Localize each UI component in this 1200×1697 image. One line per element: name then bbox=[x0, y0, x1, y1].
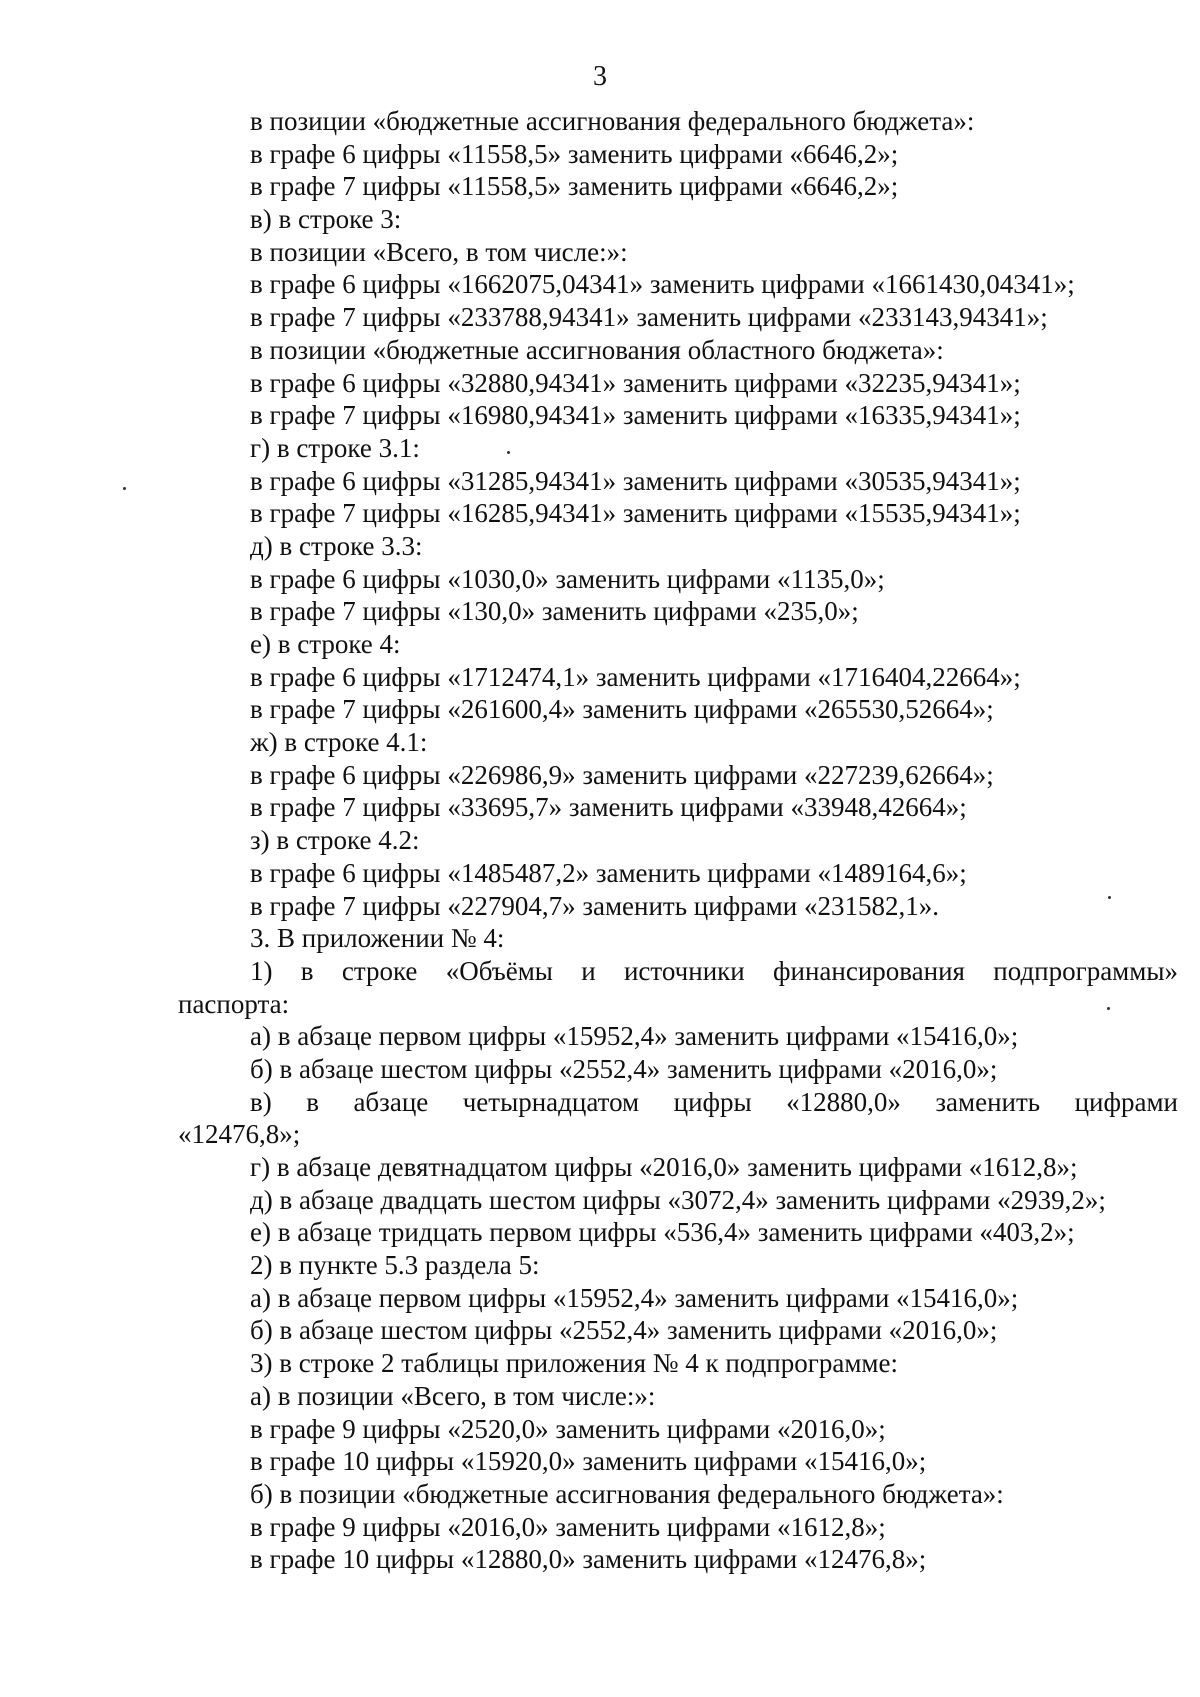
text-line: в графе 6 цифры «1712474,1» заменить цифрами «1716404,22664»; bbox=[250, 661, 1021, 692]
text-line: в позиции «бюджетные ассигнования областного бюджета»: bbox=[250, 334, 944, 365]
text-line: в позиции «Всего, в том числе:»: bbox=[250, 236, 628, 267]
scan-speck bbox=[1107, 1007, 1110, 1010]
text-line: е) в строке 4: bbox=[250, 629, 401, 659]
text-line: в) в абзаце четырнадцатом цифры «12880,0» заменить цифрами bbox=[250, 1086, 1178, 1117]
scan-speck bbox=[507, 451, 510, 454]
text-line: 2) в пункте 5.3 раздела 5: bbox=[250, 1250, 540, 1281]
text-line: в графе 9 цифры «2520,0» заменить цифрами «2016,0»; bbox=[250, 1413, 886, 1444]
text-line: а) в абзаце первом цифры «15952,4» заменить цифрами «15416,0»; bbox=[250, 1021, 1019, 1052]
text-line: в графе 9 цифры «2016,0» заменить цифрами «1612,8»; bbox=[250, 1511, 886, 1542]
text-line: в графе 7 цифры «16285,94341» заменить цифрами «15535,94341»; bbox=[250, 498, 1021, 529]
text-line: б) в абзаце шестом цифры «2552,4» заменить цифрами «2016,0»; bbox=[250, 1315, 998, 1346]
text-line: з) в строке 4.2: bbox=[250, 825, 420, 856]
text-line: в графе 6 цифры «1030,0» заменить цифрами «1135,0»; bbox=[250, 563, 885, 594]
text-line: д) в абзаце двадцать шестом цифры «3072,4» заменить цифрами «2939,2»; bbox=[250, 1184, 1106, 1215]
scan-speck bbox=[1108, 896, 1111, 899]
text-line: в графе 7 цифры «130,0» заменить цифрами «235,0»; bbox=[250, 596, 859, 627]
text-line: г) в абзаце девятнадцатом цифры «2016,0» заменить цифрами «1612,8»; bbox=[250, 1152, 1078, 1182]
page-number: 3 bbox=[593, 61, 607, 92]
text-line: в графе 6 цифры «11558,5» заменить цифрами «6646,2»; bbox=[250, 138, 899, 169]
text-line: в графе 10 цифры «15920,0» заменить цифрами «15416,0»; bbox=[250, 1446, 927, 1477]
text-line: а) в абзаце первом цифры «15952,4» заменить цифрами «15416,0»; bbox=[250, 1282, 1019, 1313]
text-line: ж) в строке 4.1: bbox=[250, 727, 428, 758]
text-line: в графе 6 цифры «226986,9» заменить цифрами «227239,62664»; bbox=[250, 759, 994, 790]
text-line: д) в строке 3.3: bbox=[250, 530, 423, 561]
text-line: а) в позиции «Всего, в том числе:»: bbox=[250, 1380, 656, 1411]
text-line: 3. В приложении № 4: bbox=[250, 923, 505, 954]
text-line: в графе 7 цифры «33695,7» заменить цифрами «33948,42664»; bbox=[250, 792, 967, 823]
text-line: г) в строке 3.1: bbox=[250, 432, 420, 463]
document-body bbox=[178, 105, 1178, 1576]
text-line: в) в строке 3: bbox=[250, 204, 402, 235]
text-line: в графе 7 цифры «233788,94341» заменить цифрами «233143,94341»; bbox=[250, 302, 1048, 333]
text-line: в графе 6 цифры «32880,94341» заменить цифрами «32235,94341»; bbox=[250, 367, 1021, 398]
text-line: б) в позиции «бюджетные ассигнования федерального бюджета»: bbox=[250, 1478, 1004, 1509]
text-line: 1) в строке «Объёмы и источники финансирования подпрограммы» bbox=[250, 955, 1178, 986]
text-line: «12476,8»; bbox=[178, 1119, 301, 1150]
scan-speck bbox=[123, 487, 126, 490]
text-line: в графе 7 цифры «16980,94341» заменить цифрами «16335,94341»; bbox=[250, 400, 1021, 431]
text-line: в графе 6 цифры «31285,94341» заменить цифрами «30535,94341»; bbox=[250, 465, 1021, 496]
text-line: е) в абзаце тридцать первом цифры «536,4» заменить цифрами «403,2»; bbox=[250, 1217, 1075, 1248]
text-line: в позиции «бюджетные ассигнования федерального бюджета»: bbox=[250, 106, 975, 136]
text-line: в графе 7 цифры «227904,7» заменить цифрами «231582,1». bbox=[250, 890, 939, 921]
text-line: в графе 10 цифры «12880,0» заменить цифрами «12476,8»; bbox=[250, 1544, 927, 1575]
text-line: паспорта: bbox=[178, 988, 290, 1019]
text-line: в графе 7 цифры «11558,5» заменить цифрами «6646,2»; bbox=[250, 171, 899, 202]
text-line: в графе 7 цифры «261600,4» заменить цифрами «265530,52664»; bbox=[250, 694, 994, 725]
text-line: б) в абзаце шестом цифры «2552,4» заменить цифрами «2016,0»; bbox=[250, 1053, 998, 1084]
text-line: в графе 6 цифры «1662075,04341» заменить цифрами «1661430,04341»; bbox=[250, 269, 1075, 300]
text-line: 3) в строке 2 таблицы приложения № 4 к подпрограмме: bbox=[250, 1348, 898, 1379]
text-line: в графе 6 цифры «1485487,2» заменить цифрами «1489164,6»; bbox=[250, 857, 967, 888]
